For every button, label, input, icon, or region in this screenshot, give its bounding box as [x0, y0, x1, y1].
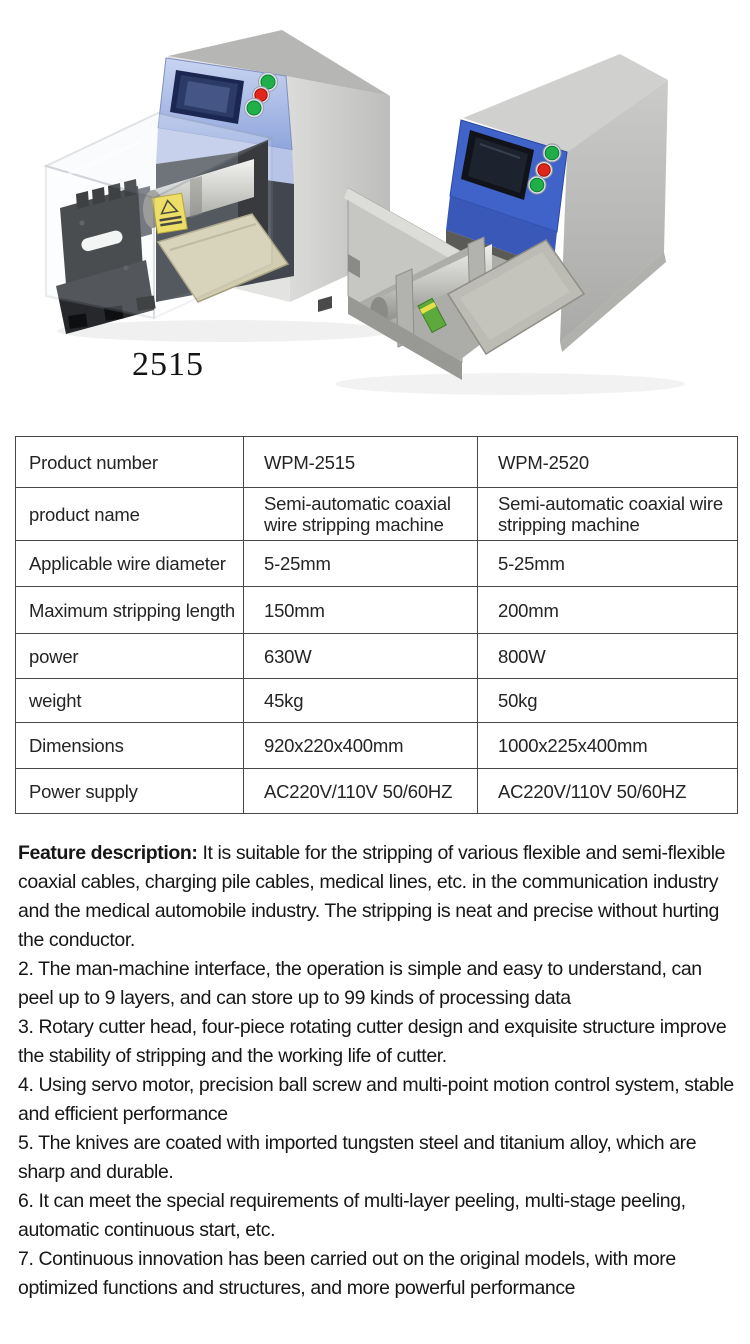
- start-button-green[interactable]: [545, 146, 559, 160]
- spec-value-wpm2515: 5-25mm: [244, 541, 478, 587]
- spec-value-wpm2515: Semi-automatic coaxial wire stripping machine: [244, 488, 478, 541]
- spec-row-power: [16, 634, 738, 679]
- feature-item: 6. It can meet the special requirements of multi-layer peeling, multi-stage peeling, automatic continuous start, etc.: [18, 1190, 686, 1241]
- spec-value-wpm2520: 50kg: [478, 679, 738, 723]
- spec-label: power: [16, 634, 244, 679]
- spec-label: Power supply: [16, 769, 244, 814]
- feature-item: 4. Using servo motor, precision ball screw and multi-point motion control system, stable and efficient performance: [18, 1074, 734, 1125]
- spec-value-wpm2515: 920x220x400mm: [244, 723, 478, 769]
- model-label-2515: 2515: [132, 346, 204, 383]
- feature-description: [18, 839, 734, 1303]
- feature-intro: [18, 839, 734, 955]
- spec-value-wpm2520: 1000x225x400mm: [478, 723, 738, 769]
- spec-label: Product number: [16, 437, 244, 488]
- spec-value-wpm2515: WPM-2515: [244, 437, 478, 488]
- spec-row-product-number: [16, 437, 738, 488]
- spec-label: weight: [16, 679, 244, 723]
- spec-value-wpm2520: Semi-automatic coaxial wire stripping machine: [478, 488, 738, 541]
- spec-value-wpm2515: 45kg: [244, 679, 478, 723]
- spec-row-stripping-length: [16, 587, 738, 634]
- feature-item: 5. The knives are coated with imported tungsten steel and titanium alloy, which are sharp and durable.: [18, 1132, 697, 1183]
- spec-row-wire-diameter: [16, 541, 738, 587]
- spec-label: Maximum stripping length: [16, 587, 244, 634]
- machine-photo-wpm-2520: [320, 40, 750, 400]
- spec-row-power-supply: [16, 769, 738, 814]
- spec-value-wpm2520: 800W: [478, 634, 738, 679]
- spec-value-wpm2520: AC220V/110V 50/60HZ: [478, 769, 738, 814]
- stop-button-red[interactable]: [538, 164, 550, 176]
- shadow: [335, 373, 685, 395]
- spec-table: [15, 436, 738, 814]
- spec-row-product-name: [16, 488, 738, 541]
- spec-value-wpm2520: WPM-2520: [478, 437, 738, 488]
- spec-label: product name: [16, 488, 244, 541]
- spec-label: Dimensions: [16, 723, 244, 769]
- spec-value-wpm2520: 5-25mm: [478, 541, 738, 587]
- feature-item: 7. Continuous innovation has been carried out on the original models, with more optimized functions and structures, and more powerful performance: [18, 1248, 676, 1299]
- feature-intro-heading: Feature description:: [18, 842, 198, 864]
- spec-value-wpm2515: 630W: [244, 634, 478, 679]
- run-button-green[interactable]: [247, 101, 261, 115]
- spec-value-wpm2520: 200mm: [478, 587, 738, 634]
- spec-value-wpm2515: AC220V/110V 50/60HZ: [244, 769, 478, 814]
- run-button-green[interactable]: [530, 178, 544, 192]
- feature-item: 2. The man-machine interface, the operation is simple and easy to understand, can peel up to 9 layers, and can store up to 99 kinds of processing data: [18, 958, 702, 1009]
- spec-value-wpm2515: 150mm: [244, 587, 478, 634]
- feature-intro-text: It is suitable for the stripping of various flexible and semi-flexible coaxial cables, charging pile cables, medical lines, etc. in the communication industry and the medical automobile industry. The stripping is neat and precise without hurting the conductor.: [18, 842, 726, 951]
- spec-label: Applicable wire diameter: [16, 541, 244, 587]
- spec-row-weight: [16, 679, 738, 723]
- spec-row-dimensions: [16, 723, 738, 769]
- feature-item: 3. Rotary cutter head, four-piece rotating cutter design and exquisite structure improve the stability of stripping and the working life of cutter.: [18, 1016, 727, 1067]
